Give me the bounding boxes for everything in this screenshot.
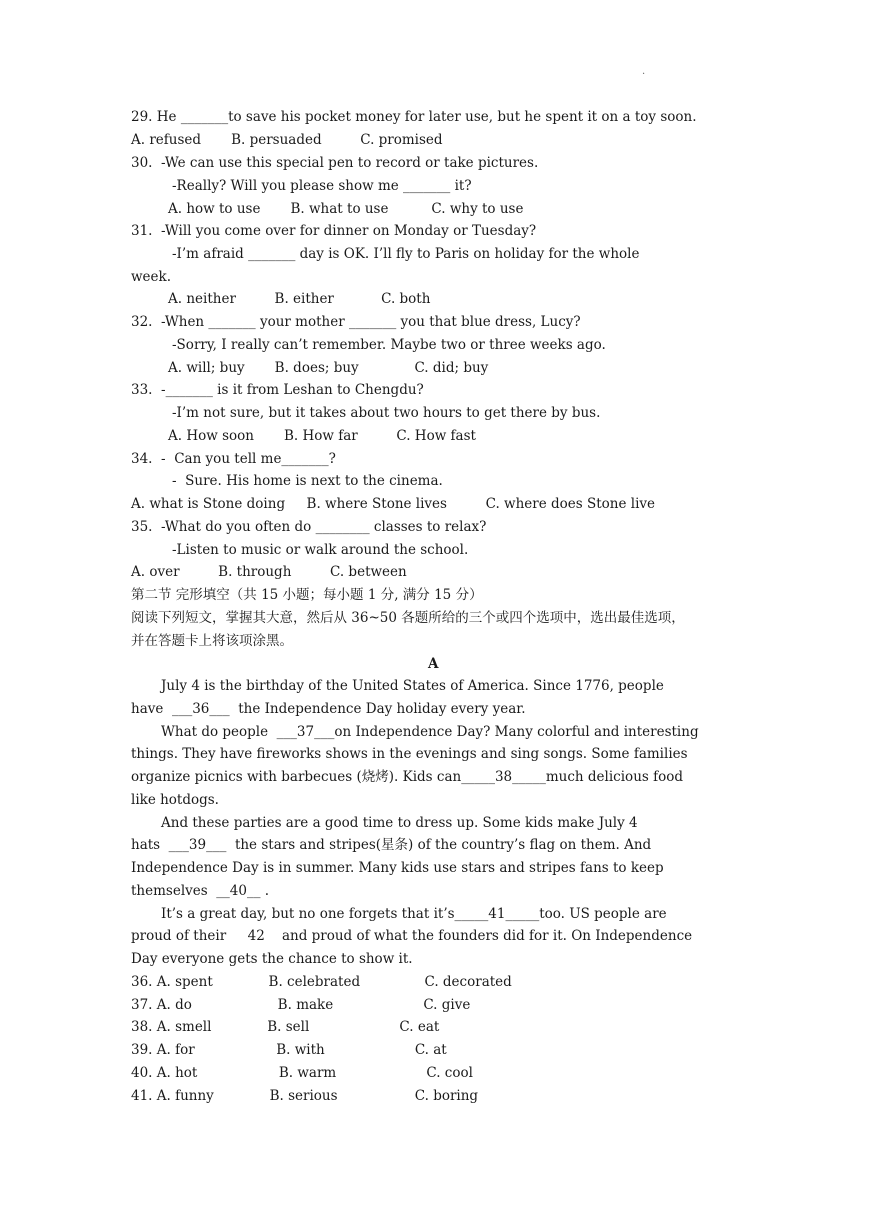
- text-line: A. will; buy B. does; buy C. did; buy: [168, 360, 489, 376]
- text-line: 33. -_______ is it from Leshan to Chengdu?: [131, 382, 424, 398]
- corner-dot: .: [642, 66, 646, 77]
- text-line: A. how to use B. what to use C. why to use: [168, 201, 524, 217]
- text-line: A. what is Stone doing B. where Stone lives C. where does Stone live: [131, 496, 656, 512]
- text-line: 阅读下列短文，掌握其大意，然后从 36~50 各题所给的三个或四个选项中，选出最佳选项，: [131, 610, 685, 626]
- text-line: 32. -When _______ your mother _______ you that blue dress, Lucy?: [131, 314, 581, 330]
- text-line: 第二节 完形填空（共 15 小题；每小题 1 分, 满分 15 分）: [131, 587, 483, 603]
- text-line: It’s a great day, but no one forgets that it’s_____41_____too. US people are: [161, 906, 667, 922]
- text-line: 39. A. for B. with C. at: [131, 1042, 447, 1058]
- text-line: week.: [131, 269, 172, 285]
- text-line: 31. -Will you come over for dinner on Monday or Tuesday?: [131, 223, 537, 239]
- text-line: A. How soon B. How far C. How fast: [168, 428, 476, 444]
- text-line: -Listen to music or walk around the school.: [172, 542, 469, 558]
- text-line: 并在答题卡上将该项涂黑。: [131, 633, 293, 649]
- text-line: A. over B. through C. between: [131, 564, 407, 580]
- text-line: 36. A. spent B. celebrated C. decorated: [131, 974, 512, 990]
- text-line: have ___36___ the Independence Day holiday every year.: [131, 701, 526, 717]
- text-line: A. neither B. either C. both: [168, 291, 431, 307]
- text-line: A. refused B. persuaded C. promised: [131, 132, 443, 148]
- text-line: 34. - Can you tell me_______?: [131, 451, 336, 467]
- text-line: -I’m not sure, but it takes about two hours to get there by bus.: [172, 405, 601, 421]
- text-line: And these parties are a good time to dress up. Some kids make July 4: [161, 815, 638, 831]
- text-line: Independence Day is in summer. Many kids use stars and stripes fans to keep: [131, 860, 664, 876]
- text-line: -I’m afraid _______ day is OK. I’ll fly to Paris on holiday for the whole: [172, 246, 640, 262]
- text-line: July 4 is the birthday of the United States of America. Since 1776, people: [161, 678, 664, 694]
- text-line: What do people ___37___on Independence Day? Many colorful and interesting: [161, 724, 699, 740]
- text-line: 30. -We can use this special pen to record or take pictures.: [131, 155, 539, 171]
- text-line: 41. A. funny B. serious C. boring: [131, 1088, 479, 1104]
- text-line: proud of their 42 and proud of what the founders did for it. On Independence: [131, 928, 693, 944]
- text-line: -Sorry, I really can’t remember. Maybe two or three weeks ago.: [172, 337, 606, 353]
- text-line: 29. He _______to save his pocket money for later use, but he spent it on a toy soon.: [131, 109, 697, 125]
- text-line: -Really? Will you please show me _______ it?: [172, 178, 472, 194]
- text-line: Day everyone gets the chance to show it.: [131, 951, 413, 967]
- text-line: themselves __40__ .: [131, 883, 270, 899]
- text-line: - Sure. His home is next to the cinema.: [172, 473, 443, 489]
- text-line: things. They have fireworks shows in the evenings and sing songs. Some families: [131, 746, 688, 762]
- text-line: 40. A. hot B. warm C. cool: [131, 1065, 473, 1081]
- text-line: hats ___39___ the stars and stripes(星条) of the country’s flag on them. And: [131, 837, 652, 853]
- text-line: 37. A. do B. make C. give: [131, 997, 471, 1013]
- text-line: organize picnics with barbecues (烧烤). Kids can_____38_____much delicious food: [131, 769, 683, 785]
- text-line: 38. A. smell B. sell C. eat: [131, 1019, 440, 1035]
- text-line: A: [428, 656, 439, 672]
- text-line: like hotdogs.: [131, 792, 219, 808]
- text-line: 35. -What do you often do ________ classes to relax?: [131, 519, 487, 535]
